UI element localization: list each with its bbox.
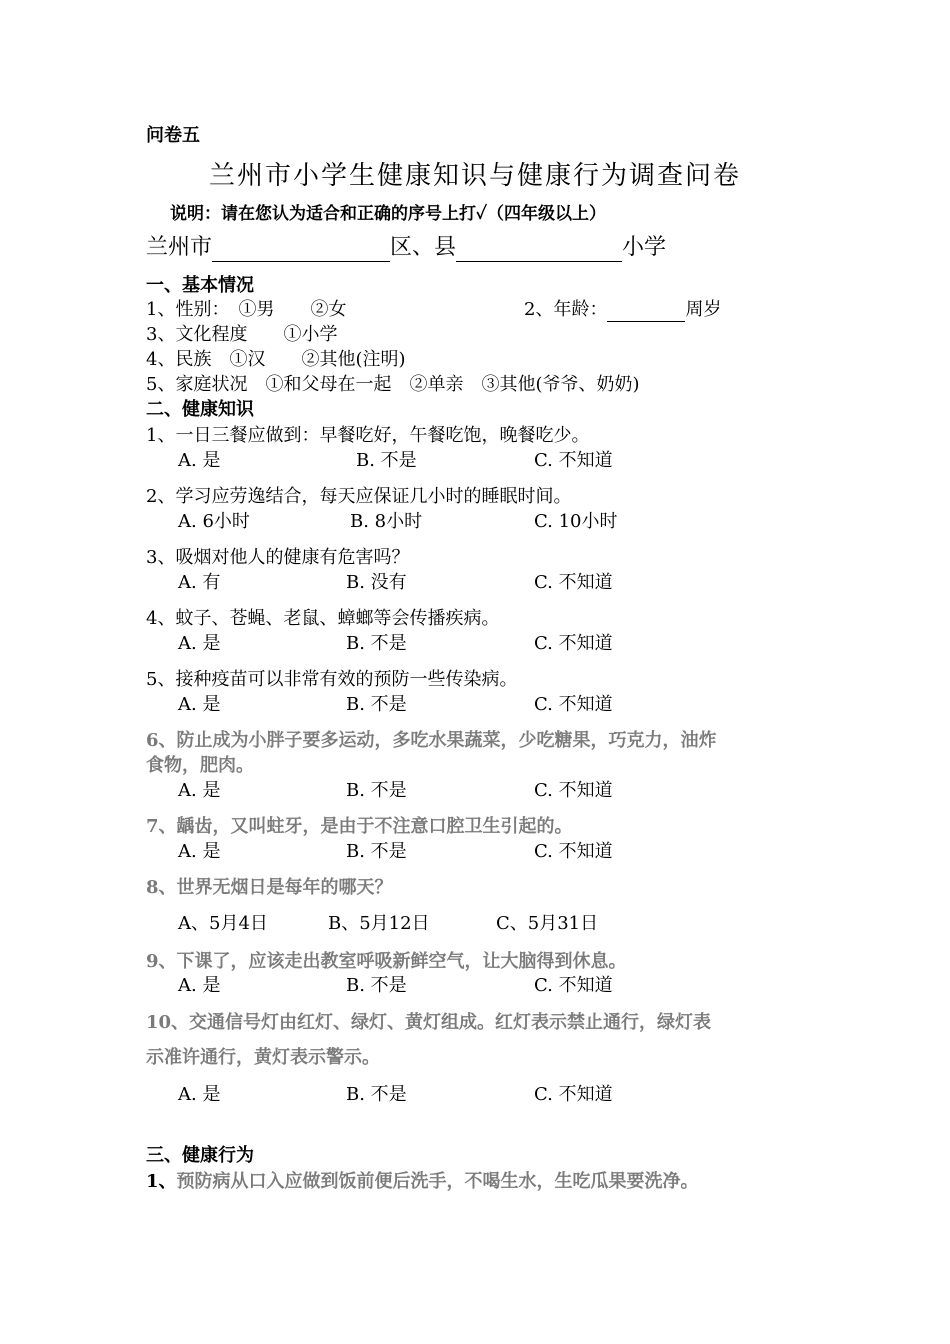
question-5: 5、接种疫苗可以非常有效的预防一些传染病。 (146, 669, 518, 690)
q4-option-a[interactable]: A. 是 (178, 633, 221, 654)
q1-option-c[interactable]: C. 不知道 (534, 450, 613, 471)
q2-option-b[interactable]: B. 8小时 (350, 511, 423, 532)
q6-option-c[interactable]: C. 不知道 (534, 780, 613, 801)
location-mid: 区、县 (390, 235, 457, 260)
age-question (524, 298, 721, 322)
question-10-line1: 10、交通信号灯由红灯、绿灯、黄灯组成。红灯表示禁止通行，绿灯表 (146, 1012, 712, 1033)
q2-option-c[interactable]: C. 10小时 (534, 511, 618, 532)
question-1: 1、一日三餐应做到：早餐吃好，午餐吃饱，晚餐吃少。 (146, 425, 590, 446)
question-6-line2: 食物，肥肉。 (146, 755, 254, 776)
education-question: 3、文化程度 ①小学 (146, 324, 338, 345)
question-10-line2: 示准许通行，黄灯表示警示。 (146, 1047, 380, 1068)
school-blank[interactable] (456, 239, 622, 262)
page-title: 兰州市小学生健康知识与健康行为调查问卷 (208, 161, 741, 191)
q9-option-b[interactable]: B. 不是 (346, 975, 407, 996)
location-prefix: 兰州市 (146, 235, 213, 260)
age-blank[interactable] (607, 299, 685, 322)
q7-option-a[interactable]: A. 是 (178, 841, 221, 862)
q6-option-a[interactable]: A. 是 (178, 780, 221, 801)
q9-option-a[interactable]: A. 是 (178, 975, 221, 996)
question-6-line1: 6、防止成为小胖子要多运动，多吃水果蔬菜，少吃糖果，巧克力，油炸 (146, 730, 717, 751)
q5-option-c[interactable]: C. 不知道 (534, 694, 613, 715)
section-basic-heading: 一、基本情况 (146, 275, 254, 296)
q3-option-c[interactable]: C. 不知道 (534, 572, 613, 593)
age-unit: 周岁 (685, 299, 722, 320)
q6-option-b[interactable]: B. 不是 (346, 780, 407, 801)
age-label: 2、年龄： (524, 299, 608, 320)
q4-option-b[interactable]: B. 不是 (346, 633, 407, 654)
instruction-text: 说明：请在您认为适合和正确的序号上打✓（四年级以上） (170, 204, 606, 224)
q10-option-b[interactable]: B. 不是 (346, 1084, 407, 1105)
question-8: 8、世界无烟日是每年的哪天？ (146, 877, 393, 898)
district-blank[interactable] (212, 239, 390, 262)
q1-option-b[interactable]: B. 不是 (356, 450, 417, 471)
q2-option-a[interactable]: A. 6小时 (178, 511, 250, 532)
question-4: 4、蚊子、苍蝇、老鼠、蟑螂等会传播疾病。 (146, 608, 500, 629)
behavior-q1-text: 预防病从口入应做到饭前便后洗手，不喝生水，生吃瓜果要洗净。 (176, 1171, 699, 1192)
q3-option-b[interactable]: B. 没有 (346, 572, 407, 593)
question-2: 2、学习应劳逸结合，每天应保证几小时的睡眠时间。 (146, 486, 572, 507)
q8-option-a[interactable]: A、5月4日 (178, 913, 268, 934)
section-behavior-heading: 三、健康行为 (146, 1145, 254, 1166)
questionnaire-label: 问卷五 (146, 125, 200, 146)
behavior-question-1 (146, 1170, 699, 1194)
q9-option-c[interactable]: C. 不知道 (534, 975, 613, 996)
location-suffix: 小学 (622, 235, 667, 260)
family-question: 5、家庭状况 ①和父母在一起 ②单亲 ③其他(爷爷、奶奶) (146, 374, 640, 395)
gender-question: 1、性别： ①男 ②女 (146, 299, 347, 320)
question-7: 7、龋齿，又叫蛀牙，是由于不注意口腔卫生引起的。 (146, 816, 573, 837)
q7-option-c[interactable]: C. 不知道 (534, 841, 613, 862)
section-knowledge-heading: 二、健康知识 (146, 399, 254, 420)
behavior-q1-number: 1、 (146, 1171, 177, 1192)
location-line (146, 234, 666, 262)
q5-option-b[interactable]: B. 不是 (346, 694, 407, 715)
q4-option-c[interactable]: C. 不知道 (534, 633, 613, 654)
q7-option-b[interactable]: B. 不是 (346, 841, 407, 862)
ethnicity-question: 4、民族 ①汉 ②其他(注明) (146, 349, 406, 370)
q10-option-c[interactable]: C. 不知道 (534, 1084, 613, 1105)
q8-option-c[interactable]: C、5月31日 (496, 913, 599, 934)
q3-option-a[interactable]: A. 有 (178, 572, 221, 593)
q1-option-a[interactable]: A. 是 (178, 450, 221, 471)
question-3: 3、吸烟对他人的健康有危害吗？ (146, 547, 410, 568)
q8-option-b[interactable]: B、5月12日 (328, 913, 430, 934)
question-9: 9、下课了，应该走出教室呼吸新鲜空气，让大脑得到休息。 (146, 951, 627, 972)
q5-option-a[interactable]: A. 是 (178, 694, 221, 715)
q10-option-a[interactable]: A. 是 (178, 1084, 221, 1105)
